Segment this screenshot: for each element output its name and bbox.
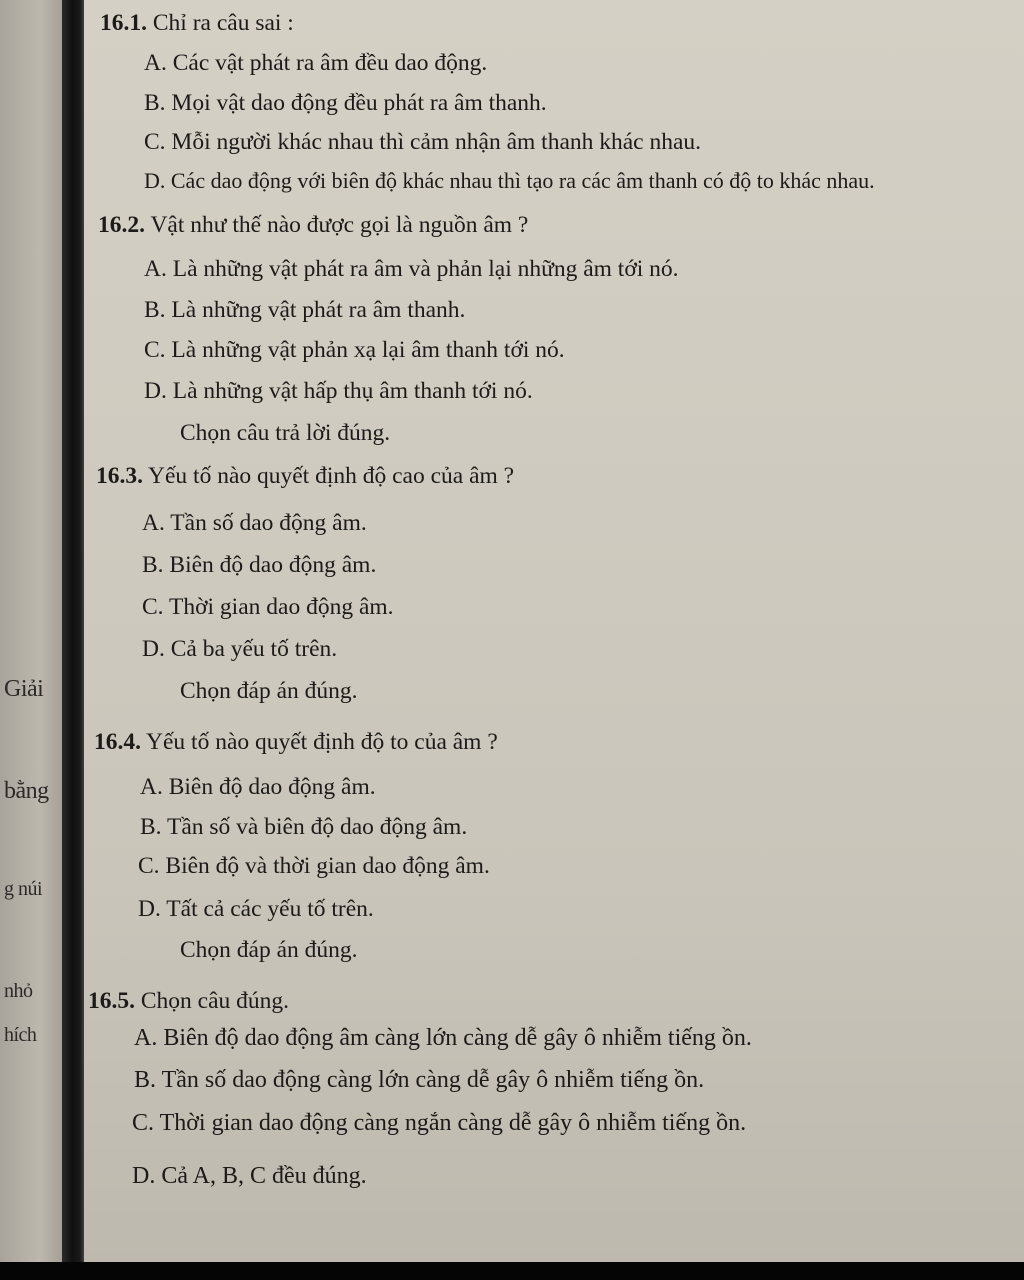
option-d: D. Tất cả các yếu tố trên. bbox=[138, 896, 374, 922]
option-d: D. Cả ba yếu tố trên. bbox=[142, 636, 338, 662]
left-page-fragment: bằng bbox=[4, 778, 49, 804]
question-prompt: Chọn câu đúng. bbox=[140, 988, 290, 1014]
instruction: Chọn câu trả lời đúng. bbox=[180, 420, 391, 446]
question-16-4 bbox=[94, 729, 498, 756]
option-b: B. Tần số dao động càng lớn càng dễ gây ô nhiễm tiếng ồn. bbox=[134, 1067, 705, 1093]
question-prompt: Vật như thế nào được gọi là nguồn âm ? bbox=[150, 212, 529, 238]
left-page-fragment: hích bbox=[4, 1024, 37, 1046]
left-page-fragment: nhỏ bbox=[4, 980, 33, 1002]
option-c: C. Biên độ và thời gian dao động âm. bbox=[138, 853, 490, 879]
option-c: C. Thời gian dao động càng ngắn càng dễ gây ô nhiễm tiếng ồn. bbox=[132, 1110, 747, 1136]
option-b: B. Là những vật phát ra âm thanh. bbox=[144, 297, 466, 323]
option-a: A. Biên độ dao động âm càng lớn càng dễ gây ô nhiễm tiếng ồn. bbox=[134, 1025, 752, 1051]
question-16-1 bbox=[100, 10, 294, 37]
left-page-fragment: g núi bbox=[4, 878, 43, 900]
option-a: A. Là những vật phát ra âm và phản lại những âm tới nó. bbox=[144, 256, 679, 282]
book-page bbox=[84, 0, 1024, 1262]
bottom-shadow bbox=[0, 1262, 1024, 1280]
option-a: A. Biên độ dao động âm. bbox=[140, 774, 376, 800]
question-prompt: Yếu tố nào quyết định độ cao của âm ? bbox=[148, 463, 515, 489]
question-prompt: Yếu tố nào quyết định độ to của âm ? bbox=[146, 729, 498, 755]
option-c: C. Mỗi người khác nhau thì cảm nhận âm thanh khác nhau. bbox=[144, 129, 702, 155]
option-d: D. Các dao động với biên độ khác nhau thì tạo ra các âm thanh có độ to khác nhau. bbox=[144, 168, 875, 193]
option-b: B. Tần số và biên độ dao động âm. bbox=[140, 814, 468, 840]
question-number: 16.5. bbox=[88, 988, 135, 1014]
question-number: 16.2. bbox=[98, 212, 145, 238]
question-number: 16.3. bbox=[96, 463, 143, 489]
option-b: B. Biên độ dao động âm. bbox=[142, 552, 377, 578]
question-16-2 bbox=[98, 212, 528, 239]
instruction: Chọn đáp án đúng. bbox=[180, 678, 358, 704]
option-b: B. Mọi vật dao động đều phát ra âm thanh. bbox=[144, 90, 547, 116]
left-page-fragment: Giải bbox=[4, 676, 44, 702]
question-prompt: Chỉ ra câu sai : bbox=[152, 10, 294, 36]
question-number: 16.1. bbox=[100, 10, 147, 36]
question-16-3 bbox=[96, 463, 514, 490]
question-number: 16.4. bbox=[94, 729, 141, 755]
option-c: C. Là những vật phản xạ lại âm thanh tới nó. bbox=[144, 337, 565, 363]
option-d: D. Cả A, B, C đều đúng. bbox=[132, 1163, 367, 1189]
option-a: A. Các vật phát ra âm đều dao động. bbox=[144, 50, 488, 76]
instruction: Chọn đáp án đúng. bbox=[180, 937, 358, 963]
question-16-5 bbox=[88, 988, 289, 1015]
option-a: A. Tần số dao động âm. bbox=[142, 510, 367, 536]
option-c: C. Thời gian dao động âm. bbox=[142, 594, 394, 620]
option-d: D. Là những vật hấp thụ âm thanh tới nó. bbox=[144, 378, 533, 404]
